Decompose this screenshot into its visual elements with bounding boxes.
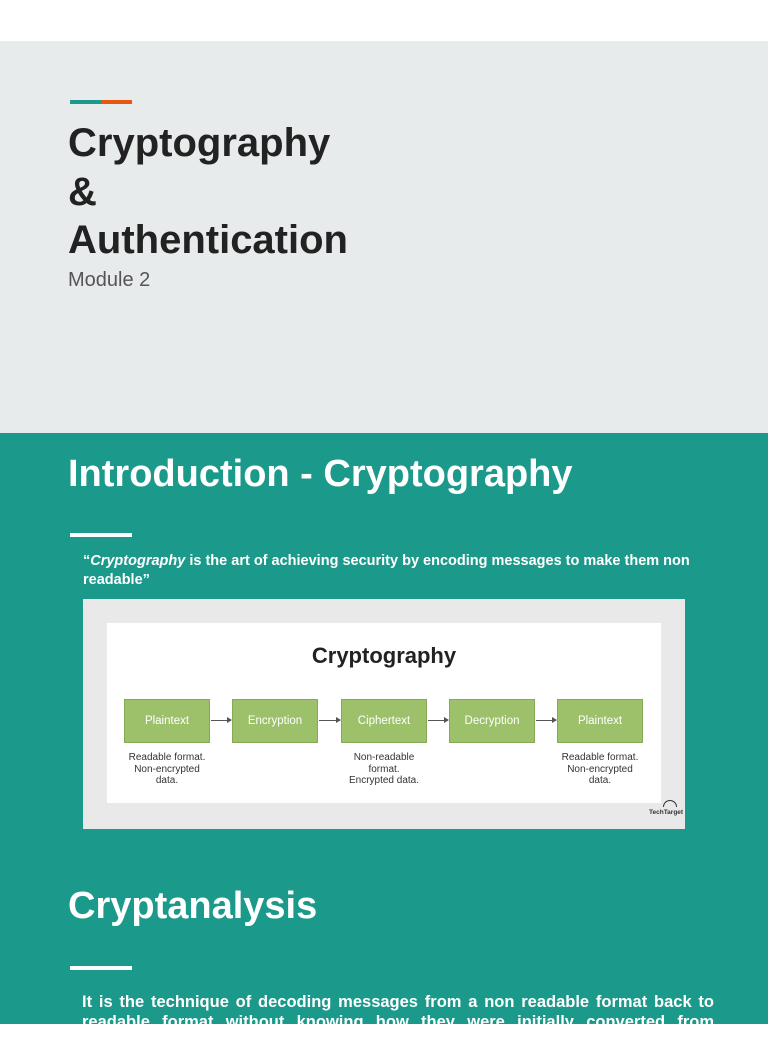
- cryptography-diagram: [83, 599, 685, 829]
- arrow-3: [428, 720, 448, 721]
- quote-term: Cryptography: [90, 553, 186, 569]
- arrow-2: [319, 720, 340, 721]
- section-title-cryptanalysis: Cryptanalysis: [68, 885, 318, 927]
- cryptanalysis-paragraph: It is the technique of decoding messages from a non readable format back to readable format without knowing how they were initially converted from readable: [82, 993, 714, 1051]
- title-line: &: [68, 169, 97, 214]
- section-rule: [70, 533, 132, 537]
- accent-teal: [70, 100, 101, 104]
- quote-rest: is the art of achieving security by encoding messages to make them non readable”: [83, 553, 690, 588]
- caption-plaintext: Readable format. Non-encrypted data.: [128, 752, 206, 786]
- title-line: Authentication: [68, 218, 348, 262]
- caption-ciphertext: Non-readable format. Encrypted data.: [348, 752, 420, 786]
- quote-open: “: [83, 553, 91, 569]
- definition-quote: [83, 552, 693, 590]
- arrow-4: [536, 720, 556, 721]
- arrow-1: [211, 720, 231, 721]
- step-plaintext-output: Plaintext: [557, 699, 643, 743]
- section-title: Introduction - Cryptography: [68, 453, 573, 495]
- diagram-title: Cryptography: [311, 643, 457, 668]
- title-slide: [0, 41, 768, 433]
- accent-bar: [70, 100, 132, 104]
- step-plaintext: Plaintext: [124, 699, 210, 743]
- brand-label: TechTarget: [649, 809, 684, 816]
- slide-title: [68, 119, 348, 265]
- caption-plaintext-output: Readable format. Non-encrypted data.: [561, 752, 639, 786]
- title-line: Cryptography: [68, 121, 331, 165]
- slide-subtitle: Module 2: [68, 269, 151, 291]
- techtarget-logo-icon: [663, 800, 677, 807]
- step-ciphertext: Ciphertext: [341, 699, 427, 743]
- accent-orange: [101, 100, 132, 104]
- content-slide: [0, 433, 768, 1051]
- step-decryption: Decryption: [449, 699, 535, 743]
- section-rule-cryptanalysis: [70, 966, 132, 970]
- top-bar: [0, 0, 768, 41]
- step-encryption: Encryption: [232, 699, 318, 743]
